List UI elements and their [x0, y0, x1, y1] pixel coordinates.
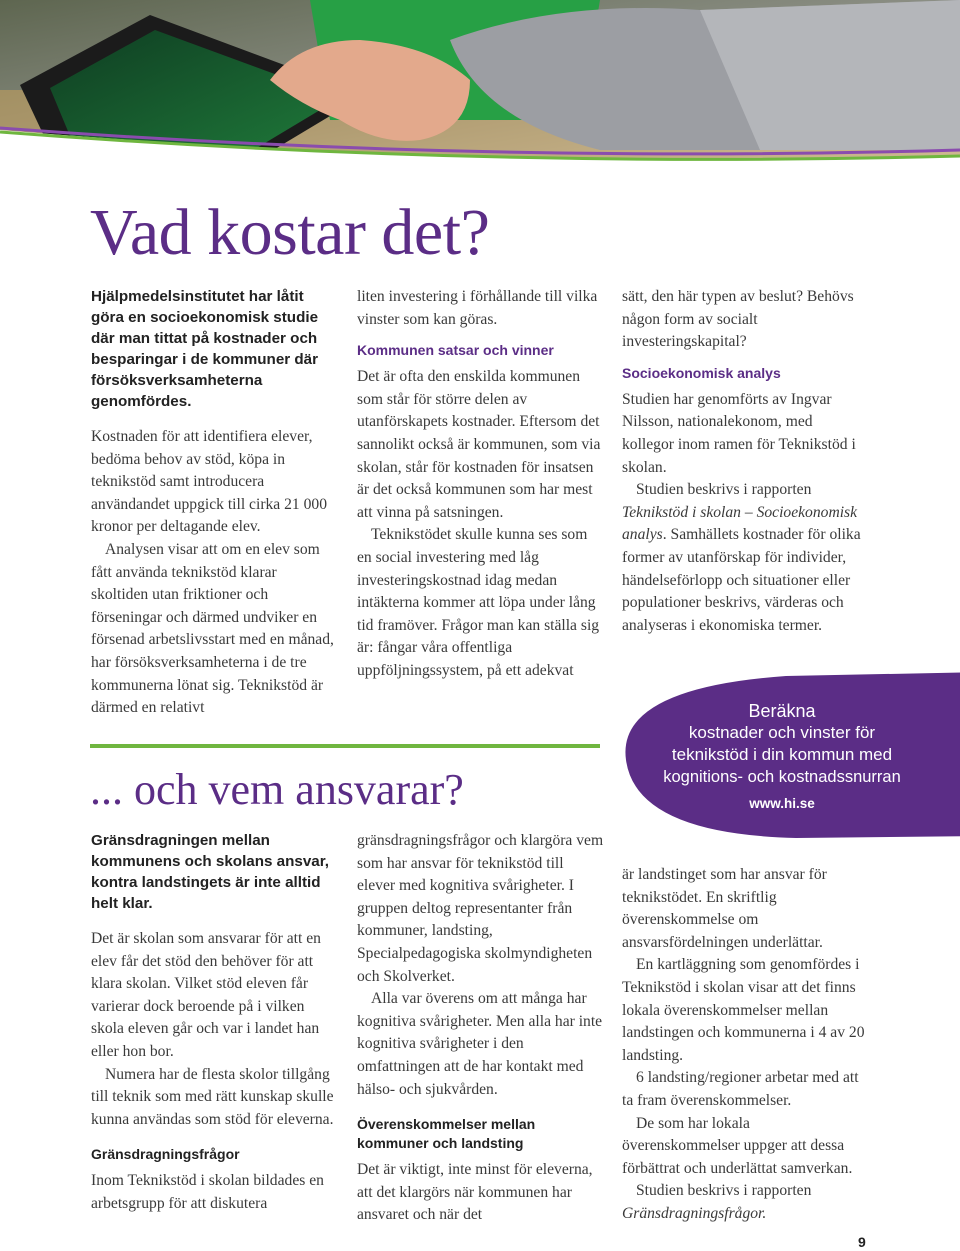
paragraph: Teknikstödet skulle kunna ses som en social investering med låg investeringskostnad idag medan intäkterna kommer att löpa under lång tid framöver. Frågor man kan ställa sig är: fångar våra offentliga uppföljningssystem, på ett adekvat	[357, 526, 600, 679]
paragraph: Analysen visar att om en elev som fått använda teknikstöd klarar skoltiden utan friktioner och förseningar och därmed undviker en försenad arbetslivsstart med en månad, har försöksverksamheterna i de tre kommunerna lönat sig. Teknikstöd är därmed en relativt	[91, 540, 334, 717]
paragraph	[622, 1180, 866, 1225]
paragraph: Kostnaden för att identifiera elever, bedöma behov av stöd, köpa in teknikstöd samt introducera användandet uppgick till cirka 21 000 kronor per deltagande elev.	[91, 428, 328, 536]
paragraph: Det är skolan som ansvarar för att en elev får det stöd den behöver för att klara skolan. Vilket stöd eleven får varierar dock beroende på i vilken skola eleven går och var i landet han eller hon bor.	[91, 930, 321, 1060]
badge-line: kognitions- och kostnadssnurran	[663, 768, 901, 786]
column-6	[622, 864, 866, 1226]
column-1	[91, 286, 337, 720]
paragraph: Numera har de flesta skolor tillgång till teknik som med rätt kunskap skulle kunna användas som stöd för eleverna.	[91, 1065, 334, 1128]
report-title: Gränsdragningsfrågor.	[622, 1204, 767, 1222]
paragraph: Det är ofta den enskilda kommunen som står för större delen av utanförskapets kostnader. Eftersom det sannolikt också är kommunen, som via skolan, står för kostnaden för insatsen är det också kommunen som har mest att vinna på satsningen.	[357, 368, 601, 521]
badge-link[interactable]: www.hi.se	[749, 796, 815, 811]
section-divider	[90, 744, 600, 748]
report-title: Teknikstöd i skolan – Socioekonomisk analys	[622, 503, 858, 544]
intro-lead: Hjälpmedelsinstitutet har låtit göra en socioekonomisk studie där man tittat på kostnader och besparingar i de kommuner där försöksverksamheterna genomfördes.	[91, 288, 319, 410]
column-5	[357, 830, 605, 1227]
section-lead: Gränsdragningen mellan kommunens och skolans ansvar, kontra landstingets är inte alltid helt klar.	[91, 832, 330, 912]
text: Studien beskrivs i rapporten	[636, 481, 812, 499]
header-photo	[0, 0, 960, 170]
column-3	[622, 286, 866, 637]
paragraph: De som har lokala överenskommelser uppger att dessa förbättrat och underlättat samverkan.	[622, 1114, 853, 1177]
header-photo-illustration	[0, 0, 960, 170]
column-2	[357, 286, 605, 683]
paragraph: En kartläggning som genomfördes i Teknikstöd i skolan visar att det finns lokala överenskommelser mellan landstingen och kommunerna i 4 av 20 landsting.	[622, 956, 865, 1064]
badge-line: teknikstöd i din kommun med	[671, 745, 893, 764]
paragraph: 6 landsting/regioner arbetar med att ta fram överenskommelser.	[622, 1069, 859, 1109]
paragraph: Det är viktigt, inte minst för eleverna, att det klargörs när kommunen har ansvaret och när det	[357, 1161, 593, 1224]
section-title: ... och vem ansvarar?	[90, 765, 464, 814]
paragraph: Studien har genomförts av Ingvar Nilsson, nationalekonom, med kollegor inom ramen för Teknikstöd i skolan.	[622, 390, 856, 476]
badge-line: kostnader och vinster för	[688, 723, 876, 742]
paragraph: sätt, den här typen av beslut? Behövs någon form av socialt investeringskapital?	[622, 288, 854, 351]
column-4	[91, 830, 337, 1216]
badge-line: Beräkna	[748, 701, 816, 721]
subheading-gransdragning: Gränsdragningsfrågor	[91, 1146, 240, 1163]
paragraph: gränsdragningsfrågor och klargöra vem som har ansvar för teknikstöd till elever med kognitiva svårigheter. I gruppen deltog representanter från kommuner, landsting, Specialpedagogiska skolmyndigheten och Skolverket.	[357, 832, 604, 985]
paragraph: är landstinget som har ansvar för teknikstödet. En skriftlig överenskommelse om ansvarsfördelningen underlättar.	[622, 866, 827, 951]
paragraph: liten investering i förhållande till vilka vinster som kan göras.	[357, 288, 598, 328]
calculator-badge[interactable]	[614, 700, 950, 811]
subheading-socioekonomisk: Socioekonomisk analys	[622, 364, 781, 381]
page-title: Vad kostar det?	[90, 196, 490, 269]
page-number: 9	[858, 1234, 866, 1250]
paragraph: Alla var överens om att många har kognitiva svårigheter. Men alla har inte kognitiva svårigheter i den omfattningen att de har kontakt med hälso- och sjukvården.	[357, 990, 603, 1098]
subheading-overenskommelser: Överenskommelser mellan kommuner och landsting	[357, 1116, 536, 1152]
paragraph: Inom Teknikstöd i skolan bildades en arbetsgrupp för att diskutera	[91, 1172, 324, 1212]
paragraph	[622, 479, 866, 637]
text: . Samhällets kostnader för olika former av utanförskap för individer, händelseförlopp och situationer eller populationer beskrivs, värderas och analyseras i ekonomiska termer.	[622, 526, 861, 634]
subheading-kommunen: Kommunen satsar och vinner	[357, 342, 554, 359]
text: Studien beskrivs i rapporten	[636, 1182, 812, 1200]
